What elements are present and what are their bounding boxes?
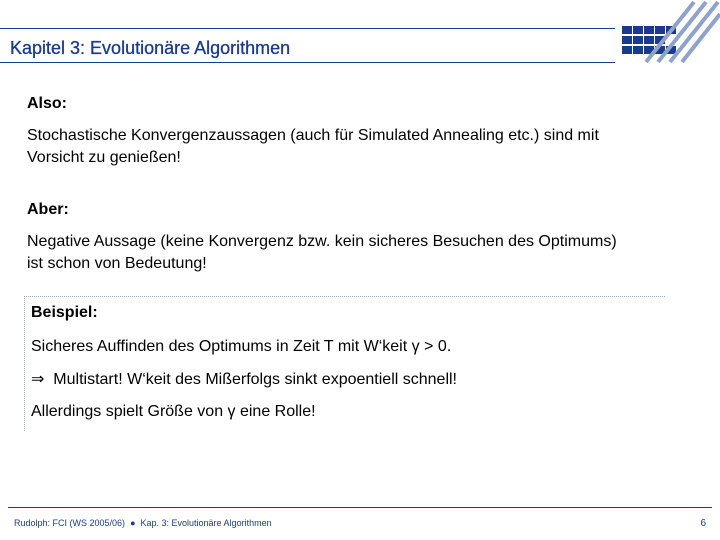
aber-heading: Aber:: [27, 201, 69, 218]
page-number: 6: [700, 518, 706, 529]
university-logo-icon: [620, 0, 720, 64]
also-line-2: Vorsicht zu genießen!: [27, 149, 181, 166]
page-title: Kapitel 3: Evolutionäre Algorithmen: [10, 38, 291, 58]
aber-paragraph: [27, 231, 697, 275]
example-line-1: Sicheres Auffinden des Optimums in Zeit T mit W‘keit γ > 0.: [31, 338, 452, 355]
footer-text: [14, 518, 272, 528]
implies-symbol: ⇒: [31, 371, 45, 388]
footer-chapter: Kap. 3: Evolutionäre Algorithmen: [140, 518, 272, 528]
footer-author: Rudolph: FCI (WS 2005/06): [14, 518, 126, 528]
also-heading: Also:: [27, 95, 67, 112]
example-heading: Beispiel:: [31, 304, 98, 321]
example-line-2: [31, 369, 457, 391]
example-line-3: Allerdings spielt Größe von γ eine Rolle!: [31, 403, 316, 420]
footer-separator: ●: [130, 518, 136, 528]
aber-line-1: Negative Aussage (keine Konvergenz bzw. kein sicheres Besuchen des Optimums): [27, 233, 617, 250]
aber-line-2: ist schon von Bedeutung!: [27, 255, 207, 272]
header-bottom-rule: [0, 62, 615, 63]
also-paragraph: [27, 125, 697, 169]
footer-rule: [8, 507, 712, 508]
header-top-rule: [0, 28, 615, 29]
example-line-2-text: Multistart! W‘keit des Mißerfolgs sinkt expoentiell schnell!: [53, 371, 457, 388]
also-line-1: Stochastische Konvergenzaussagen (auch für Simulated Annealing etc.) sind mit: [27, 127, 599, 144]
